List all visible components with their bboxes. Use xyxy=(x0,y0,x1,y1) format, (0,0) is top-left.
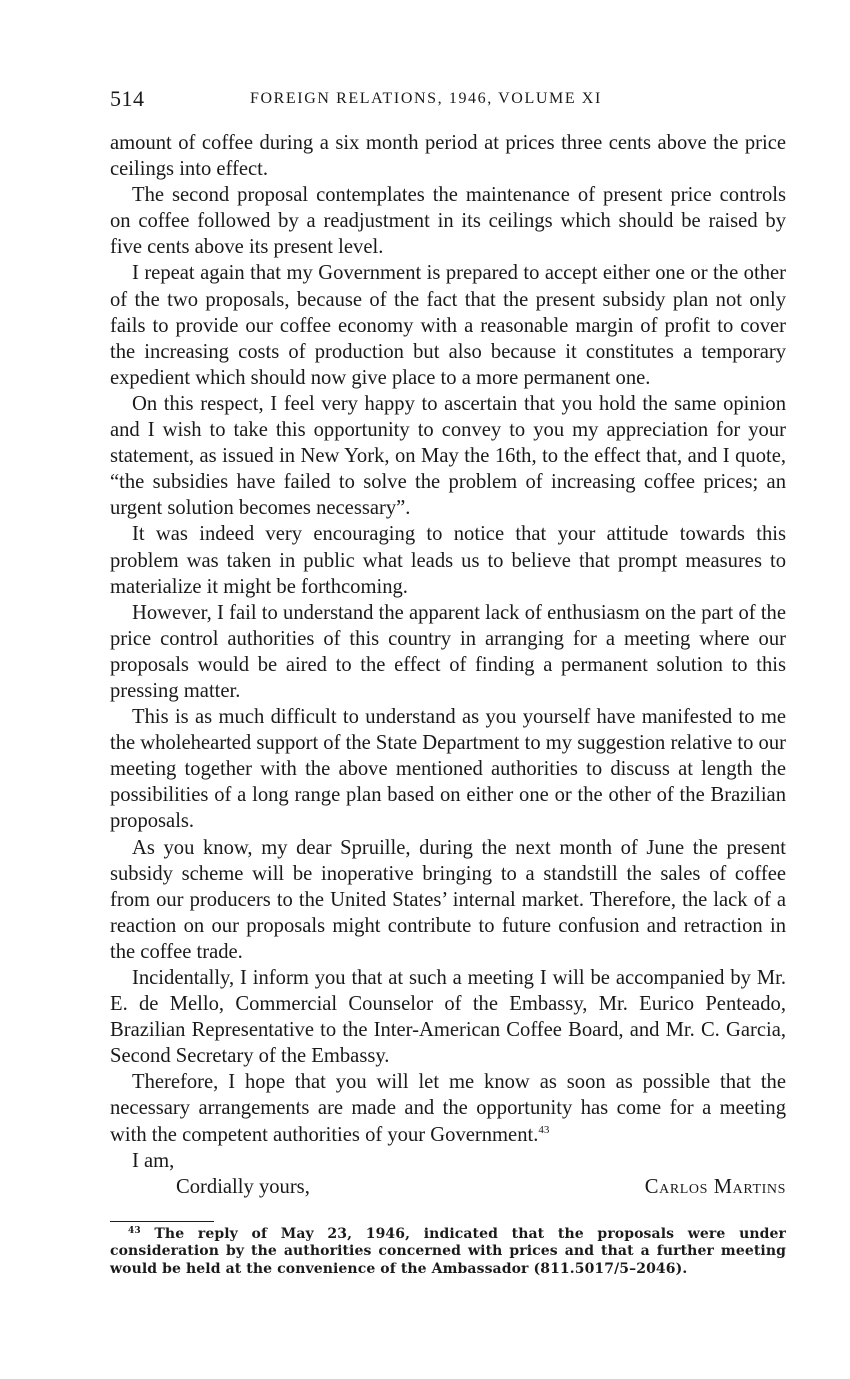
footnote-reference[interactable]: 43 xyxy=(538,1123,550,1136)
valediction: Cordially yours, xyxy=(176,1175,310,1198)
footnote-number: 43 xyxy=(128,1225,141,1236)
paragraph: On this respect, I feel very happy to ascertain that you hold the same opinion and I wish to take this opportunity to convey to you my appreciation for your statement, as issued in New York, on May the 16th, to the effect that, and I quote, “the subsidies have failed to solve the problem of increasing coffee prices; an urgent solution becomes necessary”. xyxy=(110,392,786,520)
footnote-text: The reply of May 23, 1946, indicated that the proposals were under consideration by the authorities concerned with prices and that a further meeting would be held at the convenience of the Ambassador (811.5017/5–2046). xyxy=(110,1225,786,1277)
closing-i-am: I am, xyxy=(132,1149,175,1172)
paragraph: As you know, my dear Spruille, during the next month of June the present subsidy scheme will be inoperative bringing to a standstill the sales of coffee from our producers to the United States’ internal market. Therefore, the lack of a reaction on our proposals might contribute to future confusion and retraction in the coffee trade. xyxy=(110,836,786,963)
footnote-divider xyxy=(110,1221,214,1222)
letter-body xyxy=(110,130,786,1148)
paragraph: Incidentally, I inform you that at such a meeting I will be accompanied by Mr. E. de Mello, Commercial Counselor of the Embassy, Mr. Eurico Penteado, Brazilian Representative to the Inter-American Coffee Board, and Mr. C. Garcia, Second Secretary of the Embassy. xyxy=(110,967,786,1068)
paragraph: This is as much difficult to understand as you yourself have manifested to me the wholehearted support of the State Department to my suggestion relative to our meeting together with the above mentioned authorities to discuss at length the possibilities of a long range plan based on either one or the other of the Brazilian proposals. xyxy=(110,706,786,833)
letter-closing xyxy=(110,1148,786,1201)
running-head xyxy=(110,86,786,116)
paragraph: It was indeed very encouraging to notice that your attitude towards this problem was taken in public what leads us to believe that prompt measures to materialize it might be forthcoming. xyxy=(110,523,786,598)
document-page xyxy=(110,86,786,1278)
page-number: 514 xyxy=(110,86,145,111)
paragraph: However, I fail to understand the apparent lack of enthusiasm on the part of the price control authorities of this country in arranging for a meeting where our proposals would be aired to the effect of finding a permanent solution to this pressing matter. xyxy=(110,601,786,702)
closing-line xyxy=(110,1174,786,1201)
paragraph-continued: amount of coffee during a six month period at prices three cents above the price ceilings into effect. xyxy=(110,132,786,181)
final-paragraph-text: Therefore, I hope that you will let me know as soon as possible that the necessary arrangements are made and the opportunity has come for a meeting with the competent authorities of your Government. xyxy=(110,1071,786,1146)
signature: Carlos Martins xyxy=(644,1175,786,1198)
final-paragraph xyxy=(110,1069,786,1147)
running-head-title: FOREIGN RELATIONS, 1946, VOLUME XI xyxy=(250,90,602,107)
footnote xyxy=(110,1226,786,1279)
paragraph: The second proposal contemplates the maintenance of present price controls on coffee followed by a readjustment in its ceilings which should be raised by five cents above its present level. xyxy=(110,184,786,259)
paragraph: I repeat again that my Government is prepared to accept either one or the other of the two proposals, because of the fact that the present subsidy plan not only fails to provide our coffee economy with a reasonable margin of profit to cover the increasing costs of production but also because it constitutes a temporary expedient which should now give place to a more permanent one. xyxy=(110,262,786,389)
